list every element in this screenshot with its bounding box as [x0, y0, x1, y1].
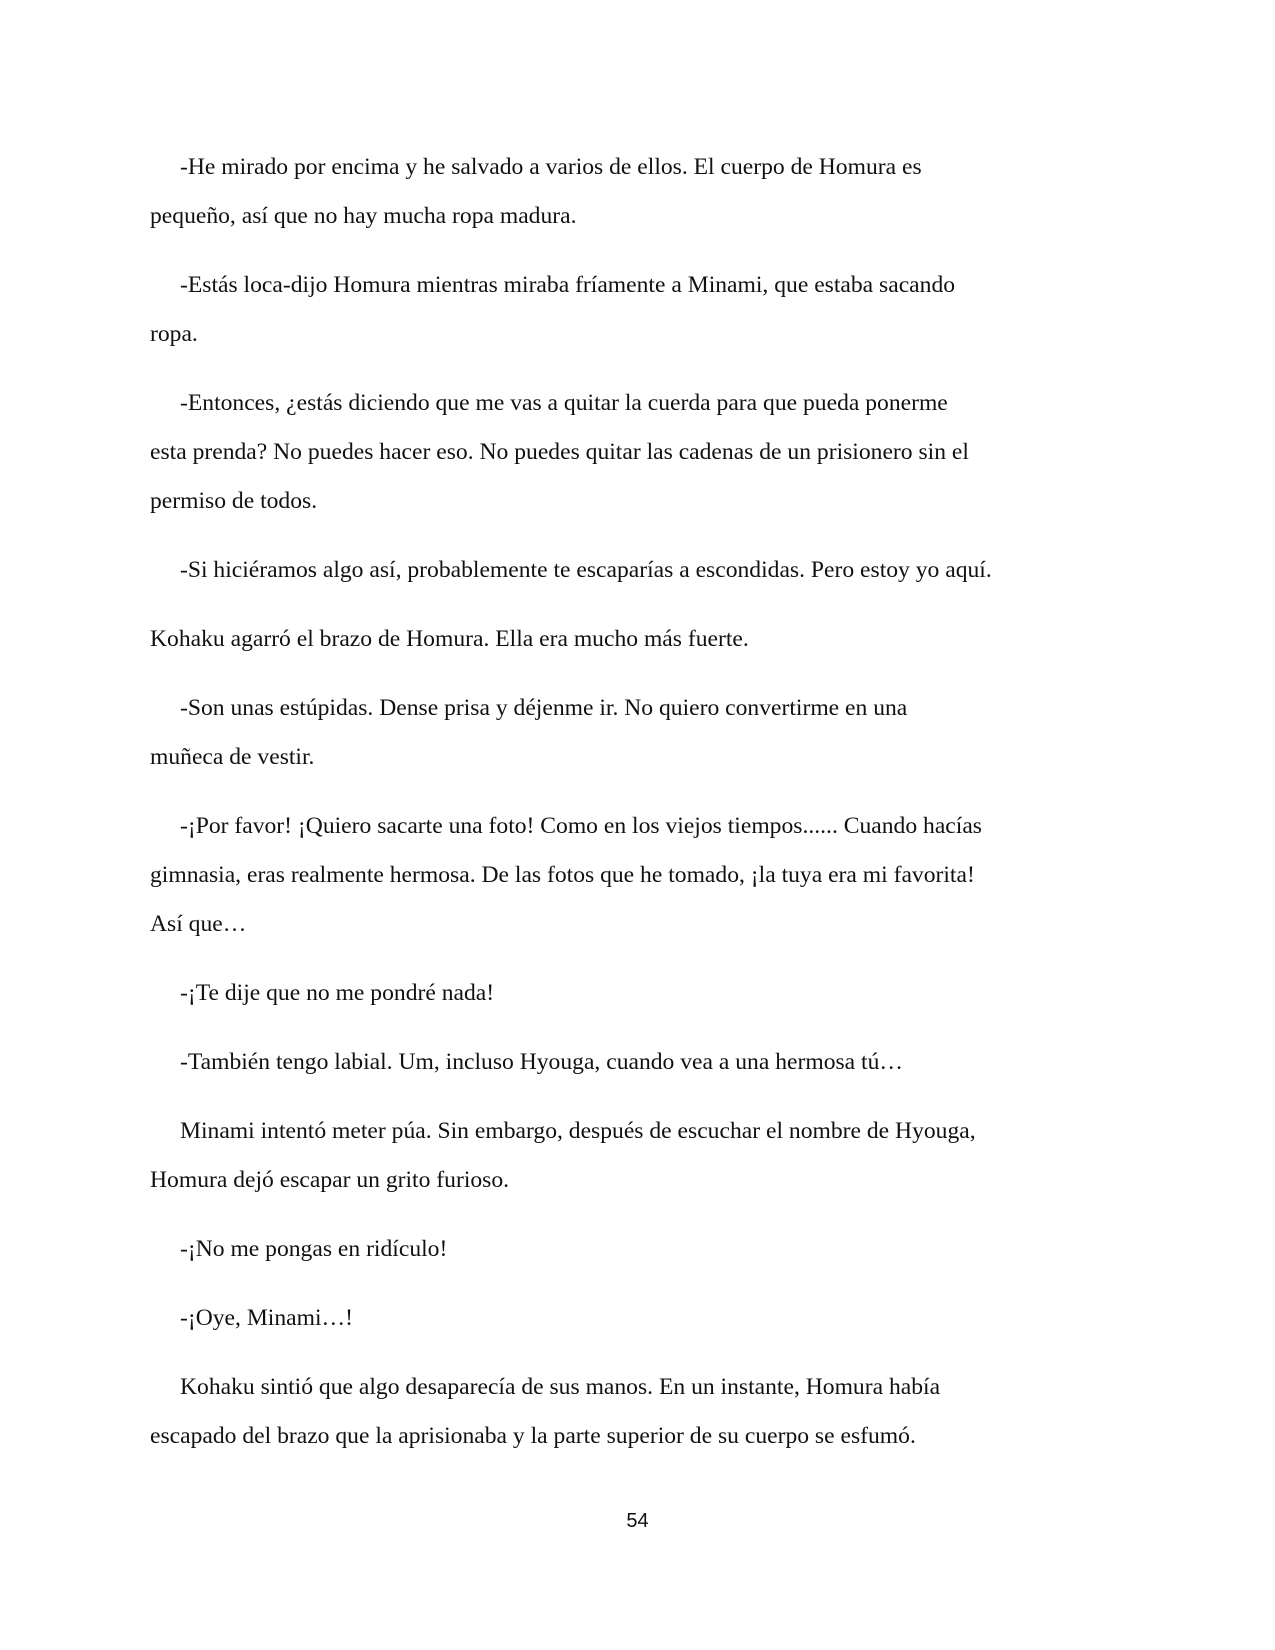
- paragraph: [150, 546, 1130, 595]
- paragraph: [150, 1225, 1130, 1274]
- text-line: permiso de todos.: [150, 488, 318, 514]
- text-line: Kohaku agarró el brazo de Homura. Ella era mucho más fuerte.: [150, 626, 749, 652]
- paragraph: [150, 1294, 1130, 1343]
- text-line: -Entonces, ¿estás diciendo que me vas a quitar la cuerda para que pueda ponerme: [180, 390, 948, 416]
- paragraph: [150, 969, 1130, 1018]
- text-line: -Son unas estúpidas. Dense prisa y déjenme ir. No quiero convertirme en una: [180, 695, 908, 721]
- paragraph: [150, 1038, 1130, 1087]
- text-line: pequeño, así que no hay mucha ropa madura.: [150, 203, 577, 229]
- paragraph: [150, 1363, 1130, 1461]
- text-line: ropa.: [150, 321, 198, 347]
- text-line: gimnasia, eras realmente hermosa. De las fotos que he tomado, ¡la tuya era mi favorita!: [150, 862, 975, 888]
- paragraph: [150, 379, 1130, 526]
- paragraph: [150, 802, 1130, 949]
- text-line: -Estás loca-dijo Homura mientras miraba fríamente a Minami, que estaba sacando: [180, 272, 956, 298]
- text-line: -¡Por favor! ¡Quiero sacarte una foto! Como en los viejos tiempos...... Cuando hacías: [180, 813, 982, 839]
- text-line: Así que…: [150, 911, 247, 937]
- text-line: -Si hiciéramos algo así, probablemente te escaparías a escondidas. Pero estoy yo aquí.: [180, 557, 992, 583]
- text-line: Homura dejó escapar un grito furioso.: [150, 1167, 510, 1193]
- paragraph: [150, 615, 1130, 664]
- paragraph: [150, 143, 1130, 241]
- text-line: Kohaku sintió que algo desaparecía de sus manos. En un instante, Homura había: [180, 1374, 941, 1400]
- body-text: [150, 143, 1130, 1481]
- text-line: -¡Oye, Minami…!: [180, 1305, 353, 1331]
- text-line: muñeca de vestir.: [150, 744, 315, 770]
- text-line: -También tengo labial. Um, incluso Hyouga, cuando vea a una hermosa tú…: [180, 1049, 903, 1075]
- paragraph: [150, 1107, 1130, 1205]
- paragraph: [150, 261, 1130, 359]
- text-line: Minami intentó meter púa. Sin embargo, después de escuchar el nombre de Hyouga,: [180, 1118, 976, 1144]
- text-line: -¡Te dije que no me pondré nada!: [180, 980, 495, 1006]
- text-line: -He mirado por encima y he salvado a varios de ellos. El cuerpo de Homura es: [180, 154, 922, 180]
- text-line: -¡No me pongas en ridículo!: [180, 1236, 448, 1262]
- text-line: escapado del brazo que la aprisionaba y la parte superior de su cuerpo se esfumó.: [150, 1423, 916, 1449]
- text-line: esta prenda? No puedes hacer eso. No puedes quitar las cadenas de un prisionero sin el: [150, 439, 969, 465]
- page-number: 54: [626, 1510, 649, 1532]
- paragraph: [150, 684, 1130, 782]
